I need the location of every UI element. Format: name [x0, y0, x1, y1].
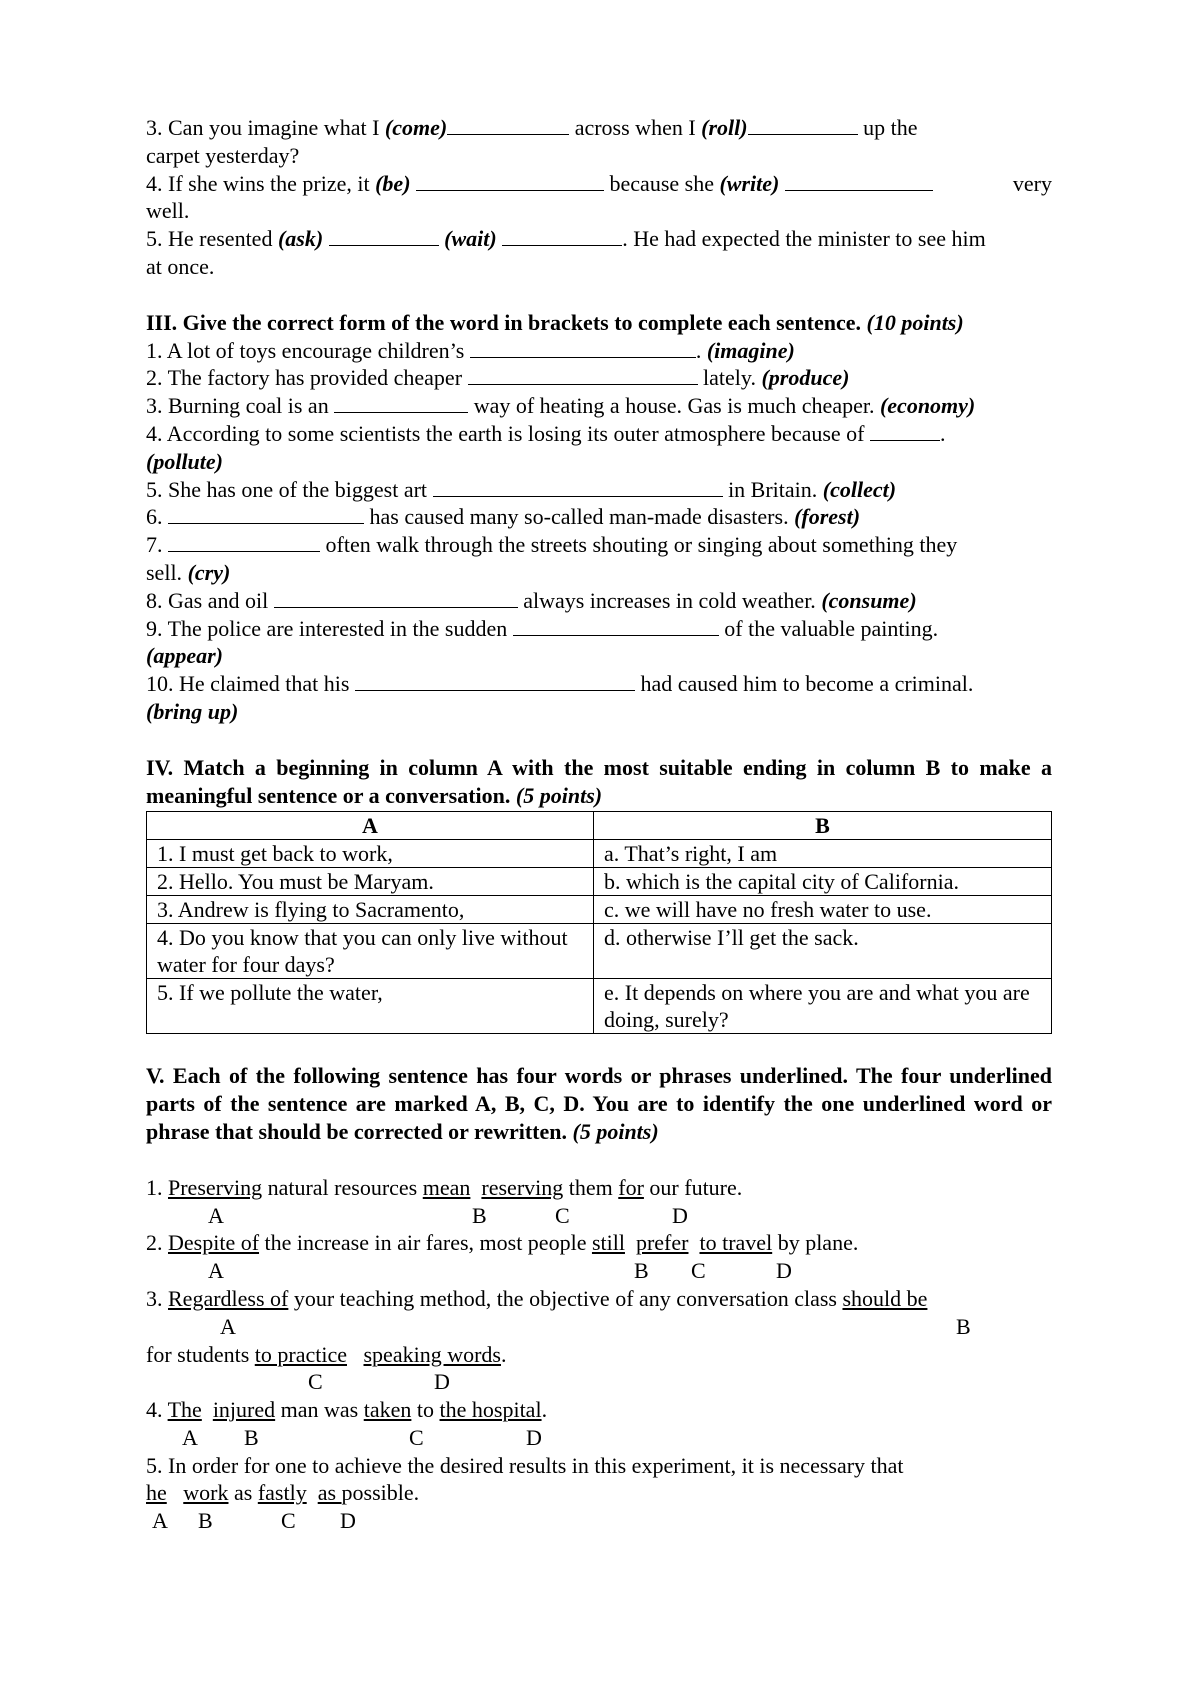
answer-blank[interactable] — [870, 420, 940, 441]
table-row — [147, 924, 1052, 979]
column-b-cell: c. we will have no fresh water to use. — [594, 896, 1052, 924]
section-v-heading: V. Each of the following sentence has four words or phrases underlined. The four underlined parts of the sentence are marked A, B, C, D. You are to identify the one underlined word or phrase that should be corrected or rewritten. (5 points) — [146, 1063, 1052, 1144]
answer-blank[interactable] — [433, 476, 723, 497]
answer-blank[interactable] — [274, 587, 518, 608]
table-row — [147, 896, 1052, 924]
section-iii-heading: III. Give the correct form of the word in brackets to complete each sentence. (10 points) — [146, 309, 964, 335]
question-v-5: 5. In order for one to achieve the desired results in this experiment, it is necessary that — [146, 1452, 904, 1478]
letter-b: B — [634, 1258, 649, 1284]
question-iii-9-cont: (appear) — [146, 643, 223, 669]
question-iii-7: 7. often walk through the streets shouting or singing about something they — [146, 532, 958, 558]
question-iii-5: 5. She has one of the biggest art in Britain. (collect) — [146, 476, 897, 502]
column-a-header: A — [147, 812, 594, 840]
answer-blank[interactable] — [468, 364, 698, 385]
letter-a: A — [208, 1202, 224, 1228]
question-ii-3-cont: carpet yesterday? — [146, 142, 300, 168]
column-b-cell: a. That’s right, I am — [594, 840, 1052, 868]
column-b-header: B — [594, 812, 1052, 840]
column-a-cell: 1. I must get back to work, — [147, 840, 594, 868]
column-b-cell: d. otherwise I’ll get the sack. — [594, 924, 1052, 979]
question-ii-5-cont: at once. — [146, 253, 215, 279]
answer-blank[interactable] — [470, 337, 696, 358]
letter-c: C — [281, 1508, 296, 1534]
letter-a: A — [152, 1508, 168, 1534]
letter-c: C — [409, 1424, 424, 1450]
letter-b: B — [244, 1424, 259, 1450]
column-a-cell: 2. Hello. You must be Maryam. — [147, 868, 594, 896]
column-b-cell: b. which is the capital city of California. — [594, 868, 1052, 896]
answer-letters — [146, 1257, 1052, 1285]
question-v-1: 1. Preserving natural resources mean reserving them for our future. — [146, 1174, 743, 1200]
letter-a: A — [182, 1424, 198, 1450]
letter-a: A — [220, 1313, 236, 1339]
question-v-5-cont: he work as fastly as possible. — [146, 1480, 420, 1506]
question-iii-1: 1. A lot of toys encourage children’s . (imagine) — [146, 337, 795, 363]
answer-letters — [146, 1368, 1052, 1396]
question-ii-5: 5. He resented (ask) (wait) . He had expected the minister to see him — [146, 226, 986, 252]
question-iii-3: 3. Burning coal is an way of heating a house. Gas is much cheaper. (economy) — [146, 393, 976, 419]
question-ii-3: 3. Can you imagine what I (come) across when I (roll) up the — [146, 115, 918, 140]
answer-letters — [146, 1313, 1052, 1341]
letter-b: B — [198, 1508, 213, 1534]
letter-d: D — [526, 1424, 542, 1450]
question-iii-4-cont: (pollute) — [146, 448, 223, 474]
column-a-cell: 4. Do you know that you can only live without water for four days? — [147, 924, 594, 979]
answer-letters — [146, 1202, 1052, 1230]
column-a-cell: 5. If we pollute the water, — [147, 979, 594, 1034]
letter-b: B — [472, 1202, 487, 1228]
table-row — [147, 840, 1052, 868]
letter-d: D — [340, 1508, 356, 1534]
answer-blank[interactable] — [513, 615, 719, 636]
letter-b: B — [956, 1313, 971, 1339]
question-iii-10: 10. He claimed that his had caused him to become a criminal. — [146, 671, 974, 697]
question-iii-7-cont: sell. (cry) — [146, 559, 231, 585]
question-v-3-cont: for students to practice speaking words. — [146, 1341, 507, 1367]
letter-c: C — [308, 1369, 323, 1395]
question-v-4: 4. The injured man was taken to the hospital. — [146, 1397, 548, 1423]
section-iv-heading: IV. Match a beginning in column A with the most suitable ending in column B to make a meaningful sentence or a conversation. (5 points) — [146, 754, 1052, 808]
column-b-cell: e. It depends on where you are and what you are doing, surely? — [594, 979, 1052, 1034]
column-a-cell: 3. Andrew is flying to Sacramento, — [147, 896, 594, 924]
letter-a: A — [208, 1258, 224, 1284]
question-iii-4: 4. According to some scientists the earth is losing its outer atmosphere because of . — [146, 420, 946, 446]
question-iii-6: 6. has caused many so-called man-made disasters. (forest) — [146, 504, 861, 530]
question-v-3: 3. Regardless of your teaching method, the objective of any conversation class should be — [146, 1285, 928, 1311]
table-row — [147, 868, 1052, 896]
answer-letters — [146, 1424, 1052, 1452]
letter-d: D — [672, 1202, 688, 1228]
answer-blank[interactable] — [785, 170, 933, 191]
answer-blank[interactable] — [355, 670, 635, 691]
answer-blank[interactable] — [329, 225, 439, 246]
answer-blank[interactable] — [168, 503, 364, 524]
answer-blank[interactable] — [502, 225, 622, 246]
matching-table — [146, 811, 1052, 1034]
answer-blank[interactable] — [447, 114, 569, 135]
question-iii-9: 9. The police are interested in the sudden of the valuable painting. — [146, 615, 939, 641]
table-row — [147, 979, 1052, 1034]
question-iii-8: 8. Gas and oil always increases in cold weather. (consume) — [146, 587, 917, 613]
question-iii-10-cont: (bring up) — [146, 698, 239, 724]
letter-c: C — [555, 1202, 570, 1228]
answer-blank[interactable] — [748, 114, 858, 135]
question-ii-4-cont: well. — [146, 198, 190, 224]
worksheet-page — [146, 114, 1052, 1535]
answer-blank[interactable] — [334, 392, 468, 413]
question-v-2: 2. Despite of the increase in air fares, most people still prefer to travel by plane. — [146, 1230, 859, 1256]
letter-d: D — [434, 1369, 450, 1395]
letter-c: C — [691, 1258, 706, 1284]
answer-blank[interactable] — [416, 170, 604, 191]
letter-d: D — [776, 1258, 792, 1284]
question-iii-2: 2. The factory has provided cheaper lately. (produce) — [146, 365, 850, 391]
table-header-row — [147, 812, 1052, 840]
question-ii-4: 4. If she wins the prize, it (be) because she (write) very — [146, 170, 1052, 196]
answer-blank[interactable] — [168, 531, 320, 552]
answer-letters — [146, 1507, 1052, 1535]
